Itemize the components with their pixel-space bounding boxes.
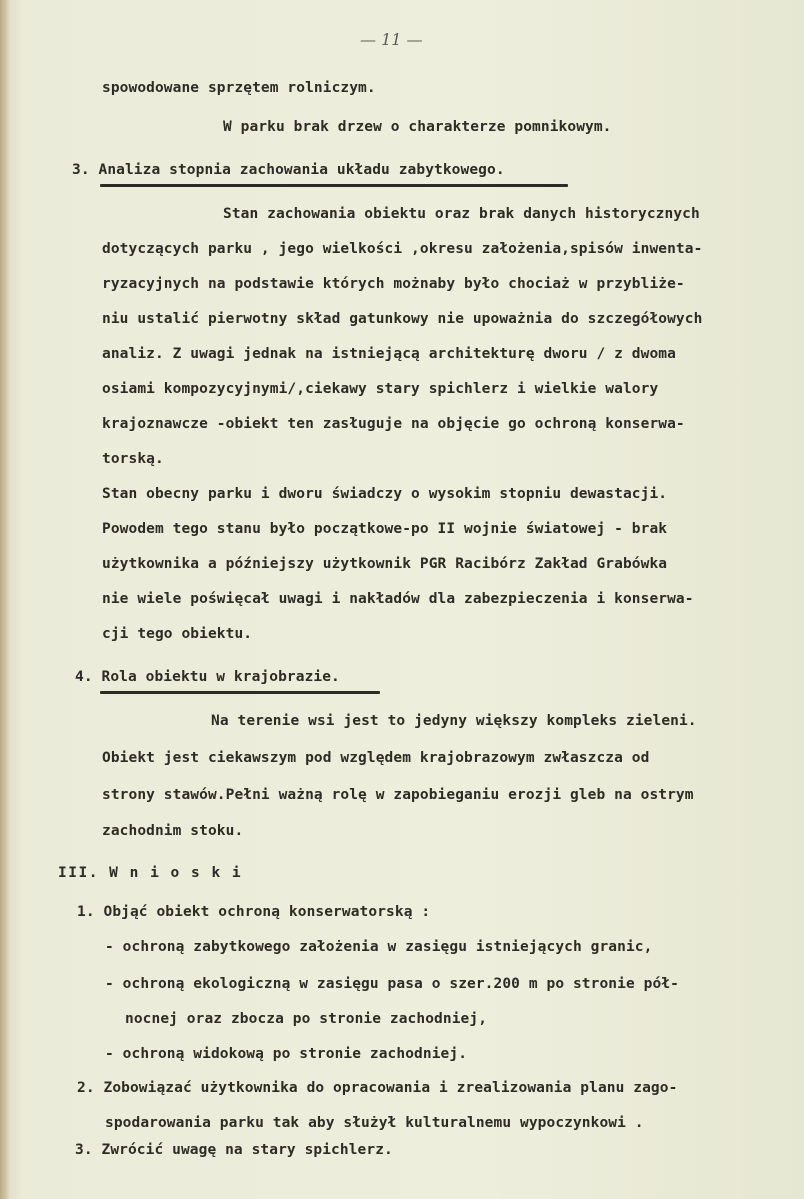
section4-heading-underline xyxy=(100,691,380,694)
text-line: krajoznawcze -obiekt ten zasługuje na objęcie go ochroną konserwa- xyxy=(102,416,685,432)
section4-heading: 4. Rola obiektu w krajobrazie. xyxy=(75,669,340,685)
conclusions-heading: III. W n i o s k i xyxy=(58,865,243,881)
conclusion-item: 1. Objąć obiekt ochroną konserwatorską : xyxy=(77,904,431,920)
text-line: strony stawów.Pełni ważną rolę w zapobieganiu erozji gleb na ostrym xyxy=(102,787,694,803)
text-line: dotyczących parku , jego wielkości ,okresu założenia,spisów inwenta- xyxy=(102,241,703,257)
text-line: Na terenie wsi jest to jedyny większy kompleks zieleni. xyxy=(211,713,697,729)
text-line: Obiekt jest ciekawszym pod względem krajobrazowym zwłaszcza od xyxy=(102,750,650,766)
conclusion-item: 3. Zwrócić uwagę na stary spichlerz. xyxy=(75,1142,393,1158)
text-line: osiami kompozycyjnymi/,ciekawy stary spichlerz i wielkie walory xyxy=(102,381,659,397)
intro-line: spowodowane sprzętem rolniczym. xyxy=(102,80,376,96)
text-line: Powodem tego stanu było początkowe-po II wojnie światowej - brak xyxy=(102,521,668,537)
text-line: analiz. Z uwagi jednak na istniejącą architekturę dworu / z dwoma xyxy=(102,346,676,362)
text-line: torską. xyxy=(102,451,164,467)
text-line: zachodnim stoku. xyxy=(102,823,244,839)
text-line: Stan zachowania obiektu oraz brak danych historycznych xyxy=(223,206,700,222)
conclusion-bullet: - ochroną widokową po stronie zachodniej. xyxy=(105,1046,468,1062)
conclusion-item: 2. Zobowiązać użytkownika do opracowania i zrealizowania planu zago- xyxy=(77,1080,678,1096)
intro-line: W parku brak drzew o charakterze pomnikowym. xyxy=(223,119,612,135)
text-line: nie wiele poświęcał uwagi i nakładów dla zabezpieczenia i konserwa- xyxy=(102,591,694,607)
section3-heading-underline xyxy=(100,184,568,187)
page-number: — 11 — xyxy=(360,30,423,49)
section3-heading: 3. Analiza stopnia zachowania układu zabytkowego. xyxy=(72,162,505,178)
conclusion-bullet-continuation: nocnej oraz zbocza po stronie zachodniej, xyxy=(125,1011,488,1027)
conclusion-item-continuation: spodarowania parku tak aby służył kulturalnemu wypoczynkowi . xyxy=(105,1115,644,1131)
text-line: niu ustalić pierwotny skład gatunkowy nie upoważnia do szczegółowych xyxy=(102,311,703,327)
text-line: ryzacyjnych na podstawie których możnaby było chociaż w przybliże- xyxy=(102,276,685,292)
conclusion-bullet: - ochroną ekologiczną w zasięgu pasa o szer.200 m po stronie pół- xyxy=(105,976,679,992)
text-line: cji tego obiektu. xyxy=(102,626,253,642)
conclusion-bullet: - ochroną zabytkowego założenia w zasięgu istniejących granic, xyxy=(105,939,653,955)
text-line: użytkownika a późniejszy użytkownik PGR Racibórz Zakład Grabówka xyxy=(102,556,668,572)
text-line: Stan obecny parku i dworu świadczy o wysokim stopniu dewastacji. xyxy=(102,486,668,502)
page-binding-edge xyxy=(0,0,9,1199)
